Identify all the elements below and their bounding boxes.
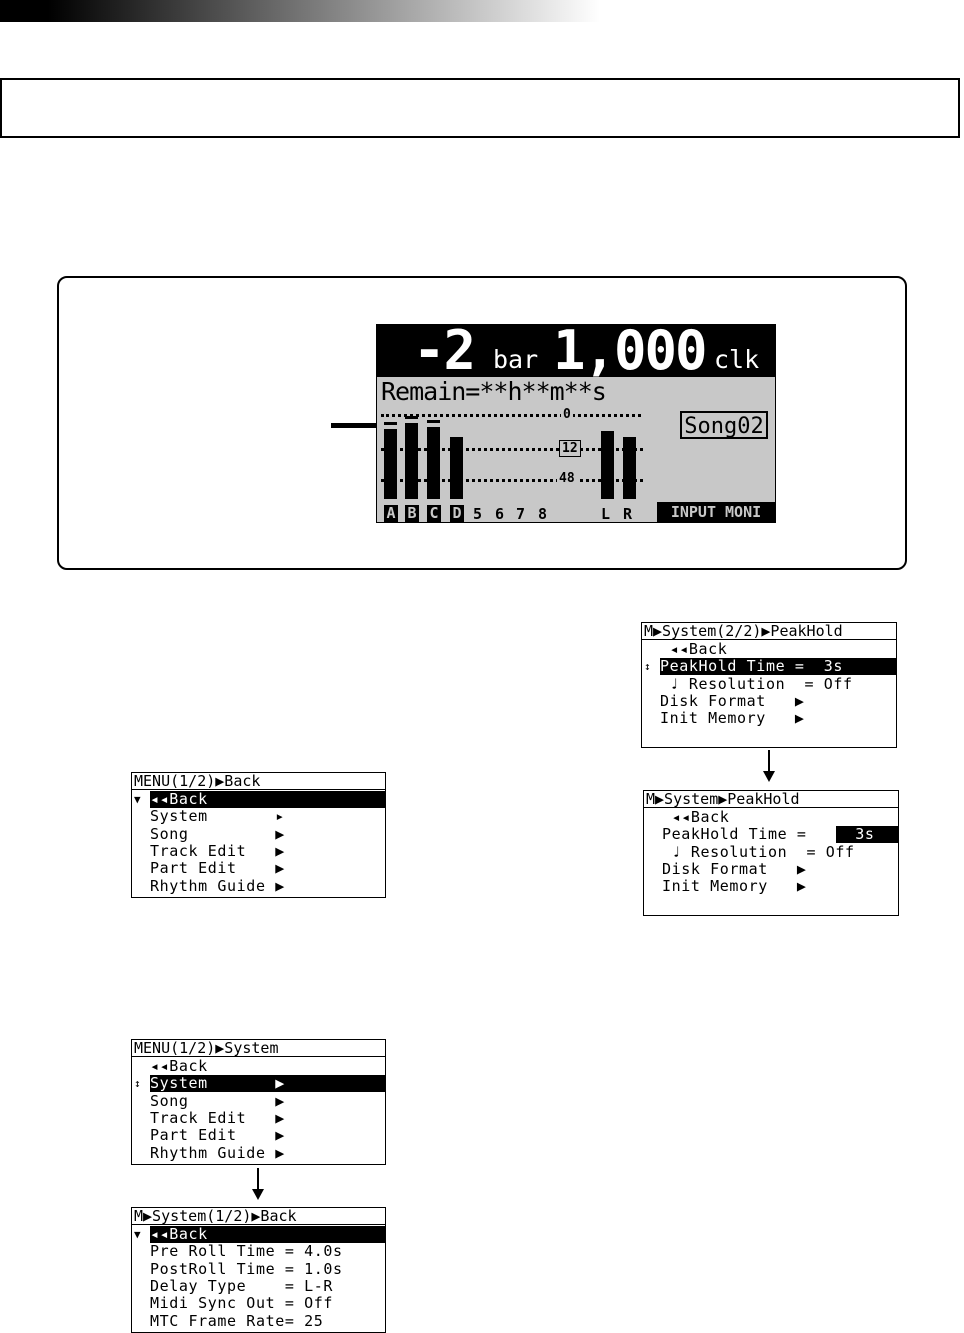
peak-hold-mark-a	[384, 422, 397, 425]
remain-time: Remain=**h**m**s	[381, 377, 606, 406]
menu-item[interactable]	[132, 878, 385, 895]
menu-item-label: Delay Type = L-R	[150, 1276, 333, 1295]
level-meter-l	[601, 431, 614, 499]
menu-item-label: Disk Format ▶	[662, 859, 807, 878]
level-line-0	[381, 414, 641, 417]
track-label-d: D	[450, 505, 464, 522]
menu-item[interactable]	[132, 1278, 385, 1295]
track-label-b: B	[405, 505, 419, 522]
menu-item-label: System ▶	[150, 1075, 385, 1092]
menu-item-label: Track Edit ▶	[150, 1108, 285, 1127]
menu-item[interactable]	[644, 826, 898, 843]
menu-item[interactable]	[132, 1145, 385, 1162]
menu-item-label: MTC Frame Rate= 25	[150, 1311, 324, 1330]
menu-item-label: Song ▶	[150, 1091, 285, 1110]
menu-item-label: Part Edit ▶	[150, 1126, 285, 1145]
menu-item[interactable]	[132, 1058, 385, 1075]
track-label-l: L	[601, 505, 611, 523]
menu-item[interactable]	[132, 1127, 385, 1144]
menu-item-label: Rhythm Guide ▶	[150, 876, 285, 895]
menu-item[interactable]	[132, 1295, 385, 1312]
peak-hold-mark-c	[427, 420, 440, 423]
peak-hold-mark-b	[405, 416, 418, 419]
menu-item-label: ♩ Resolution = Off	[662, 842, 855, 861]
menu-item-selected[interactable]	[132, 791, 385, 808]
menu-item[interactable]	[642, 641, 896, 658]
menu-item-selected[interactable]	[132, 1075, 385, 1092]
menu-item-label: System ▸	[150, 807, 285, 826]
screen-header: M▶System▶PeakHold	[644, 791, 898, 808]
menu-back-screen	[131, 772, 386, 898]
peakhold-value-highlight[interactable]: 3s	[836, 826, 898, 843]
level-meter-b	[405, 423, 418, 499]
menu-item-label: PostRoll Time = 1.0s	[150, 1259, 343, 1278]
menu-item[interactable]	[642, 676, 896, 693]
menu-item[interactable]	[644, 861, 898, 878]
screen-header: M▶System(1/2)▶Back	[132, 1208, 385, 1225]
level-label-12: 12	[559, 440, 581, 457]
lcd-display	[376, 324, 776, 523]
menu-item[interactable]	[132, 1093, 385, 1110]
menu-item-selected[interactable]	[132, 1226, 385, 1243]
track-label-r: R	[623, 505, 633, 523]
menu-item-label: Part Edit ▶	[150, 859, 285, 878]
menu-item[interactable]	[132, 843, 385, 860]
cursor-icon: ↕	[134, 1077, 142, 1091]
level-meter-r	[623, 437, 636, 499]
track-label-6: 6	[495, 505, 505, 523]
level-label-0: 0	[563, 407, 571, 422]
track-label-7: 7	[516, 505, 526, 523]
screen-header: M▶System(2/2)▶PeakHold	[642, 623, 896, 640]
menu-system-screen	[131, 1039, 386, 1165]
arrow-menu-to-system	[257, 1168, 259, 1190]
clk-value: 1,000	[553, 324, 706, 382]
menu-item[interactable]	[644, 809, 898, 826]
menu-item[interactable]	[132, 1313, 385, 1330]
lcd-position-bar	[377, 324, 775, 382]
down-arrow-icon	[763, 771, 775, 782]
screen-header: MENU(1/2)▶Back	[132, 773, 385, 790]
menu-item[interactable]	[132, 808, 385, 825]
menu-item[interactable]	[132, 1261, 385, 1278]
menu-item-label: Rhythm Guide ▶	[150, 1143, 285, 1162]
menu-item-label: Midi Sync Out = Off	[150, 1294, 333, 1313]
page-header-gradient-bar	[0, 0, 600, 22]
menu-item-label: ◂◂Back	[662, 808, 730, 826]
menu-item-label: ◂◂Back	[660, 640, 728, 658]
menu-item-label: Pre Roll Time = 4.0s	[150, 1242, 343, 1261]
menu-item[interactable]	[132, 1110, 385, 1127]
menu-item[interactable]	[644, 844, 898, 861]
menu-item[interactable]	[132, 826, 385, 843]
level-meter-d	[450, 437, 463, 499]
menu-item-label: PeakHold Time =	[662, 825, 807, 844]
song-name-box: Song02	[680, 411, 768, 439]
cursor-icon: ▼	[134, 1228, 142, 1241]
bar-value: -2	[413, 324, 475, 382]
peakhold-edit-screen	[643, 790, 899, 916]
cursor-icon: ▼	[134, 793, 142, 806]
menu-item[interactable]	[132, 860, 385, 877]
peakhold-select-screen	[641, 622, 897, 748]
menu-item-label: Disk Format ▶	[660, 691, 805, 710]
menu-item-selected[interactable]	[642, 658, 896, 675]
menu-item[interactable]	[642, 693, 896, 710]
track-label-c: C	[427, 505, 441, 522]
menu-item-label: ◂◂Back	[150, 791, 385, 808]
menu-item-label: ♩ Resolution = Off	[660, 674, 853, 693]
level-meter-a	[384, 429, 397, 499]
menu-item-label: ◂◂Back	[150, 1057, 208, 1075]
menu-item[interactable]	[644, 878, 898, 895]
section-title-box	[0, 78, 960, 138]
level-label-48: 48	[559, 471, 575, 486]
track-label-a: A	[384, 505, 398, 522]
menu-item-label: PeakHold Time = 3s	[660, 658, 896, 675]
menu-item-label: Track Edit ▶	[150, 841, 285, 860]
arrow-peakhold-to-edit	[768, 750, 770, 772]
track-label-8: 8	[538, 505, 548, 523]
menu-item[interactable]	[132, 1243, 385, 1260]
menu-item[interactable]	[642, 710, 896, 727]
system-back-screen	[131, 1207, 386, 1333]
cursor-icon: ↕	[644, 660, 652, 674]
screen-header: MENU(1/2)▶System	[132, 1040, 385, 1057]
input-moni-indicator: INPUT MONI	[657, 502, 775, 523]
track-label-5: 5	[473, 505, 483, 523]
menu-item-label: Init Memory ▶	[662, 877, 807, 896]
clk-unit: clk	[714, 345, 760, 374]
menu-item-label: Init Memory ▶	[660, 709, 805, 728]
menu-item-label: ◂◂Back	[150, 1226, 385, 1243]
down-arrow-icon	[252, 1189, 264, 1200]
bar-unit: bar	[493, 345, 539, 374]
menu-item-label: Song ▶	[150, 824, 285, 843]
level-meter-c	[427, 427, 440, 499]
